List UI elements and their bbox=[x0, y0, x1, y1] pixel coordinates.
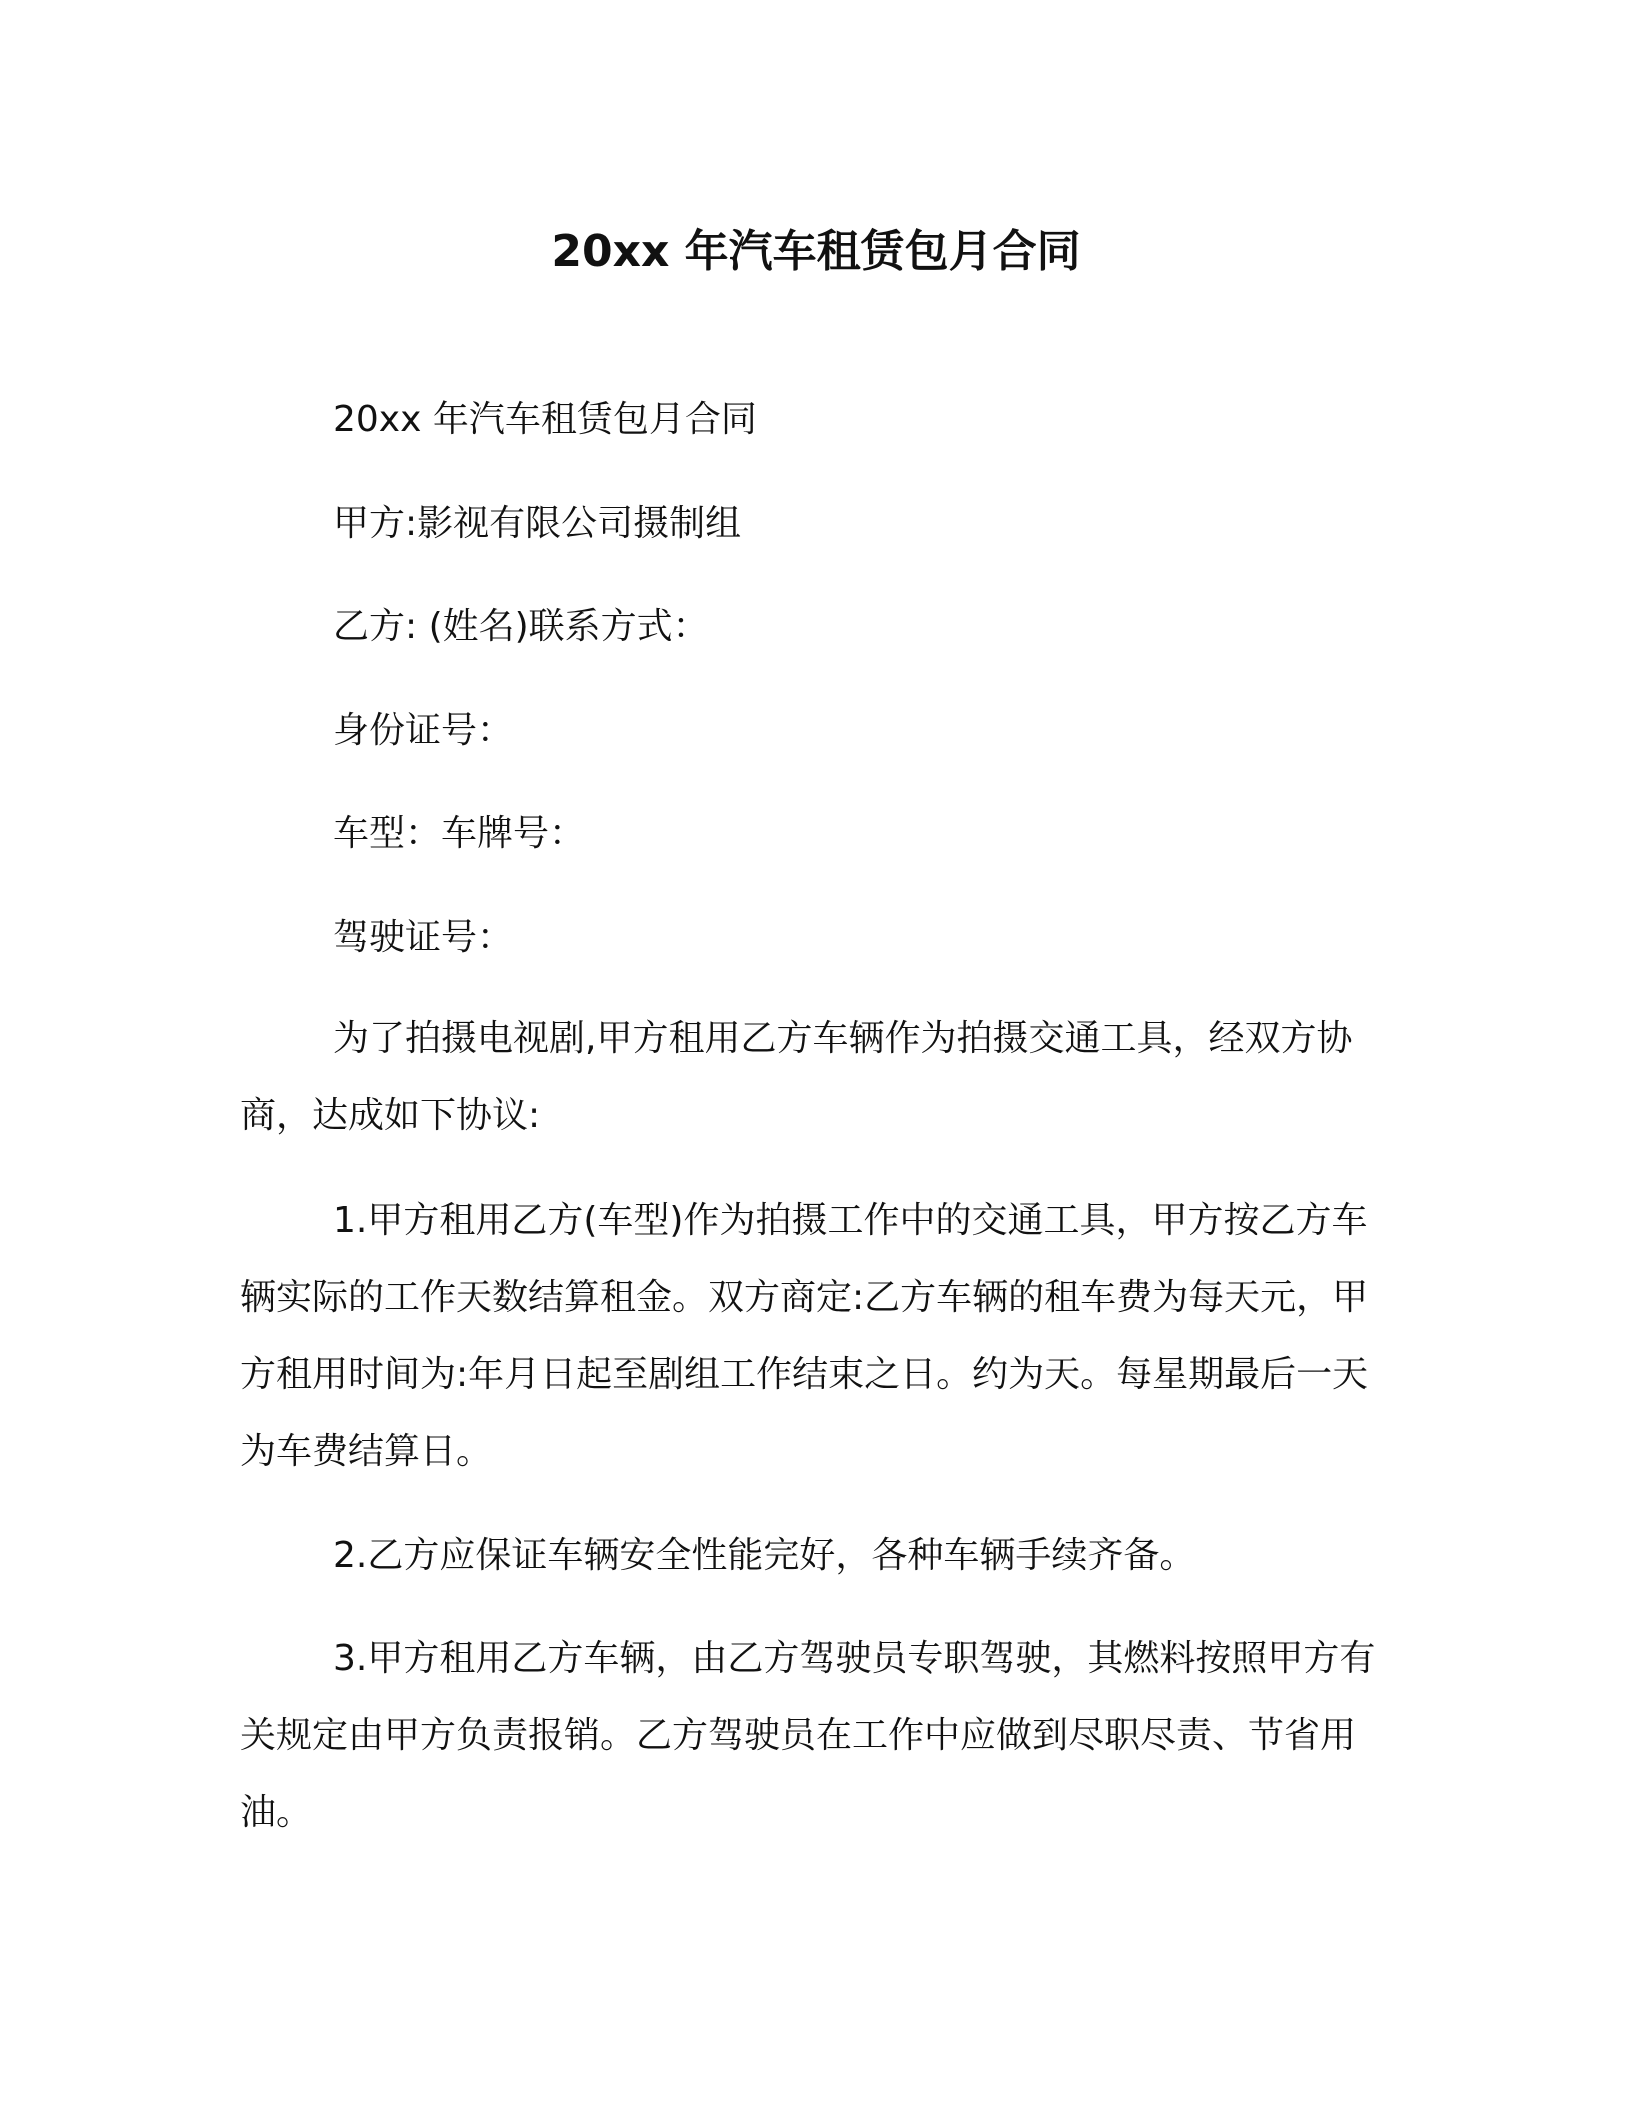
clause-3-text: 3.甲方租用乙方车辆，由乙方驾驶员专职驾驶，其燃料按照甲方有关规定由甲方负责报销。乙方驾驶员在工作中应做到尽职尽责、节省用油。 bbox=[240, 1638, 1376, 1833]
clause-2-paragraph bbox=[240, 1517, 1400, 1594]
party-b-line: 乙方: (姓名)联系方式： bbox=[333, 606, 709, 647]
clause-3-paragraph bbox=[240, 1620, 1400, 1851]
preamble-paragraph bbox=[240, 1000, 1400, 1154]
clause-1-paragraph bbox=[240, 1182, 1400, 1490]
preamble-text: 为了拍摄电视剧,甲方租用乙方车辆作为拍摄交通工具，经双方协商，达成如下协议: bbox=[240, 1018, 1353, 1136]
car-model-line: 车型：车牌号： bbox=[333, 813, 586, 854]
clause-1-text: 1.甲方租用乙方(车型)作为拍摄工作中的交通工具，甲方按乙方车辆实际的工作天数结算租金。双方商定:乙方车辆的租车费为每天元，甲方租用时间为:年月日起至剧组工作结束之日。约为天。每星期最后一天为车费结算日。 bbox=[240, 1200, 1369, 1472]
contract-subtitle: 20xx 年汽车租赁包月合同 bbox=[333, 399, 757, 440]
license-number-line: 驾驶证号： bbox=[333, 917, 514, 958]
clause-2-text: 2.乙方应保证车辆安全性能完好，各种车辆手续齐备。 bbox=[333, 1535, 1196, 1576]
document-title: 20xx 年汽车租赁包月合同 bbox=[551, 226, 1081, 277]
id-number-line: 身份证号： bbox=[333, 710, 514, 751]
party-a-line: 甲方:影视有限公司摄制组 bbox=[333, 503, 742, 544]
